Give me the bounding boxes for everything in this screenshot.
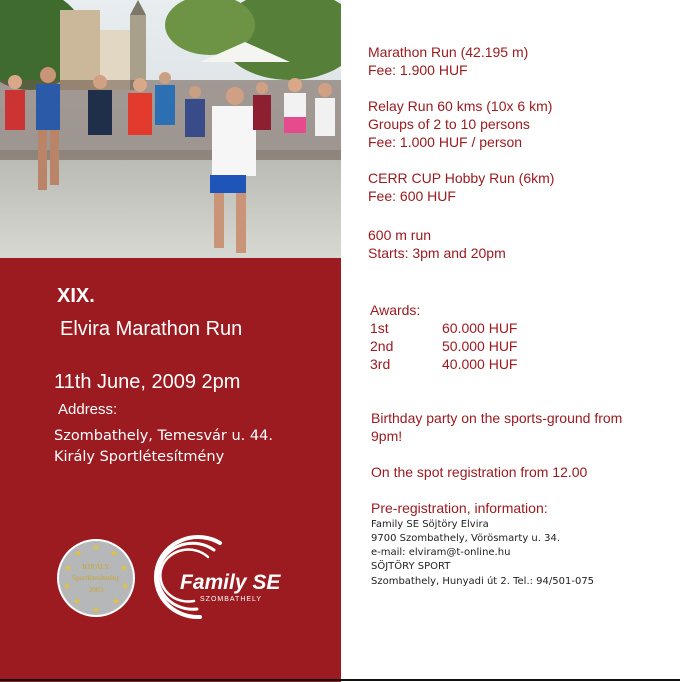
svg-text:★: ★ xyxy=(111,596,121,606)
logo-sub-text: SZOMBATHELY xyxy=(200,596,263,603)
logo-brand-text: Family SE xyxy=(180,571,281,594)
svg-text:★: ★ xyxy=(91,605,101,615)
address-label: Address: xyxy=(58,401,118,418)
prereg-email[interactable]: e-mail: elviram@t-online.hu xyxy=(371,547,511,558)
svg-text:★: ★ xyxy=(63,563,73,573)
party-line-1: Birthday party on the sports-ground from xyxy=(371,410,623,426)
award-amount-3: 40.000 HUF xyxy=(442,356,518,372)
svg-text:★: ★ xyxy=(119,563,129,573)
prereg-line-1: Family SE Söjtöry Elvira xyxy=(371,519,489,530)
kiraly-seal xyxy=(56,538,136,618)
svg-text:★: ★ xyxy=(73,548,83,558)
cerr-title: CERR CUP Hobby Run (6km) xyxy=(368,170,555,186)
seal-top-text: KIRÁLY xyxy=(82,562,110,571)
prereg-line-4: SÖJTÖRY SPORT xyxy=(371,561,451,572)
svg-text:★: ★ xyxy=(62,581,72,591)
relay-title: Relay Run 60 kms (10x 6 km) xyxy=(368,98,553,114)
address-line-1: Szombathely, Temesvár u. 44. xyxy=(54,428,273,444)
prereg-line-2: 9700 Szombathely, Vörösmarty u. 34. xyxy=(371,533,561,544)
short-run-starts: Starts: 3pm and 20pm xyxy=(368,245,506,261)
event-title: Elvira Marathon Run xyxy=(60,318,243,340)
award-amount-2: 50.000 HUF xyxy=(442,338,518,354)
relay-groups: Groups of 2 to 10 persons xyxy=(368,116,530,132)
event-date: 11th June, 2009 2pm xyxy=(54,371,241,393)
award-place-2: 2nd xyxy=(370,338,394,354)
marathon-fee: Fee: 1.900 HUF xyxy=(368,62,468,78)
address-line-2: Király Sportlétesítmény xyxy=(54,449,225,465)
runners-photo-illustration xyxy=(0,0,341,258)
svg-text:★: ★ xyxy=(91,542,101,552)
award-place-1: 1st xyxy=(370,320,389,336)
runners-photo xyxy=(0,0,341,258)
edition-number: XIX. xyxy=(57,285,95,307)
award-place-3: 3rd xyxy=(370,356,391,372)
seal-year-text: 2003 xyxy=(88,585,104,594)
award-amount-1: 60.000 HUF xyxy=(442,320,518,336)
party-line-2: 9pm! xyxy=(371,428,403,444)
seal-middle-text: Sportlétesítmény xyxy=(72,574,120,582)
marathon-title: Marathon Run (42.195 m) xyxy=(368,44,529,60)
svg-text:★: ★ xyxy=(109,548,119,558)
right-panel xyxy=(341,0,680,682)
spot-registration: On the spot registration from 12.00 xyxy=(371,464,588,480)
prereg-line-5: Szombathely, Hunyadi út 2. Tel.: 94/501-075 xyxy=(371,576,595,587)
prereg-label: Pre-registration, information: xyxy=(371,500,548,516)
relay-fee: Fee: 1.000 HUF / person xyxy=(368,134,523,150)
svg-text:★: ★ xyxy=(120,581,130,591)
cerr-fee: Fee: 600 HUF xyxy=(368,188,456,204)
family-se-logo xyxy=(150,535,290,625)
short-run-title: 600 m run xyxy=(368,227,432,243)
awards-label: Awards: xyxy=(370,302,421,318)
svg-text:★: ★ xyxy=(72,596,82,606)
bottom-border xyxy=(0,679,680,681)
